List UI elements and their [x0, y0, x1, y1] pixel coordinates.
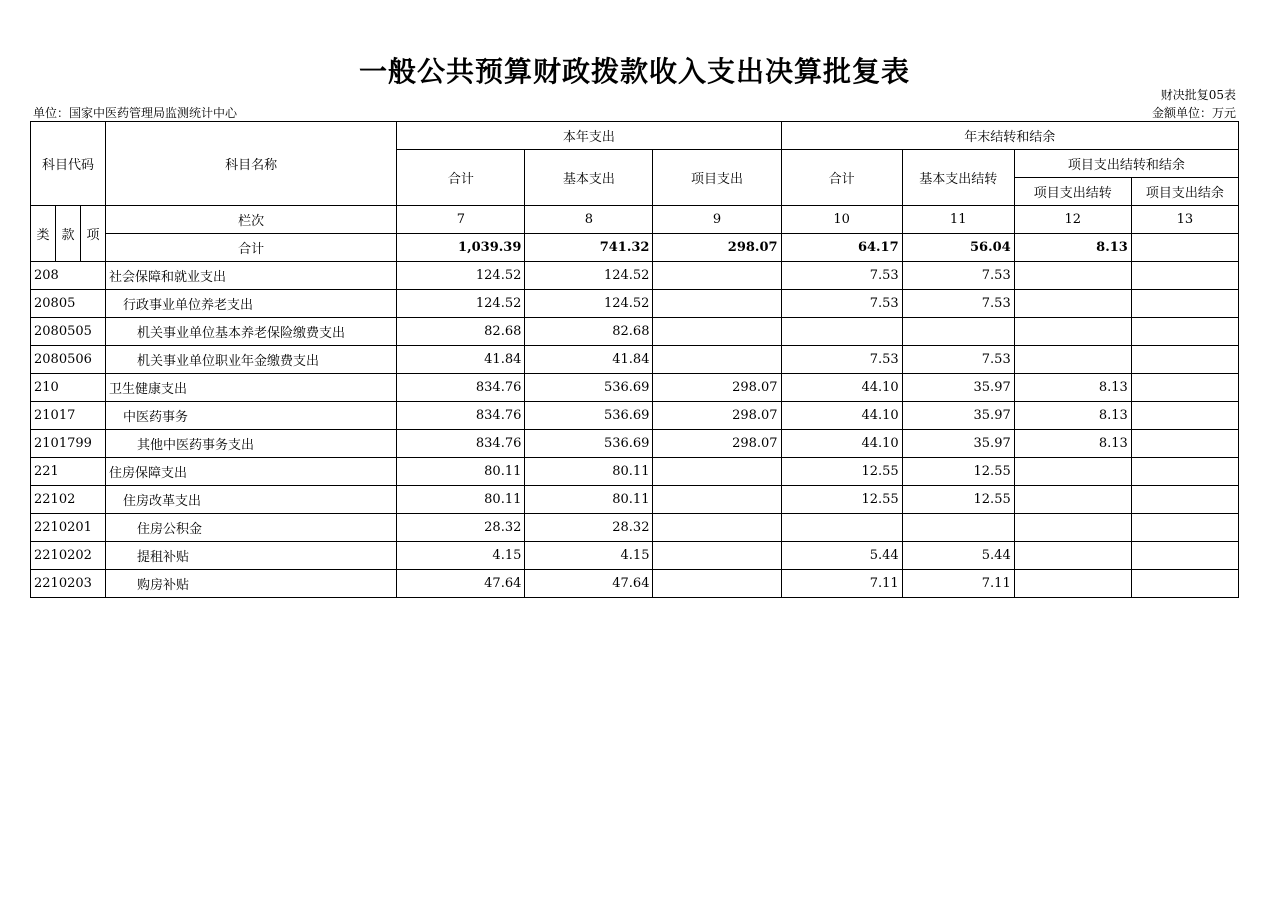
row-code: 208: [31, 262, 106, 290]
row-name: 社会保障和就业支出: [106, 262, 397, 290]
row-value: [653, 346, 781, 374]
header-subject-code: 科目代码: [31, 122, 106, 206]
header-project-carryover: 项目支出结转: [1014, 178, 1131, 206]
row-value: 5.44: [781, 542, 902, 570]
header-subject-name: 科目名称: [106, 122, 397, 206]
row-value: 82.68: [525, 318, 653, 346]
col-index-12: 12: [1014, 206, 1131, 234]
row-name: 住房改革支出: [106, 486, 397, 514]
row-value: 4.15: [397, 542, 525, 570]
row-value: [653, 262, 781, 290]
row-value: 47.64: [525, 570, 653, 598]
table-row: [31, 514, 1239, 542]
row-value: [1014, 514, 1131, 542]
row-code: 2210201: [31, 514, 106, 542]
table-row: [31, 542, 1239, 570]
row-code: 2080506: [31, 346, 106, 374]
row-value: [1131, 514, 1238, 542]
col-index-13: 13: [1131, 206, 1238, 234]
row-name: 住房公积金: [106, 514, 397, 542]
row-value: 12.55: [781, 458, 902, 486]
row-value: 298.07: [653, 402, 781, 430]
total-value: 56.04: [902, 234, 1014, 262]
row-value: 80.11: [397, 486, 525, 514]
row-value: [902, 514, 1014, 542]
row-name: 行政事业单位养老支出: [106, 290, 397, 318]
row-value: 4.15: [525, 542, 653, 570]
row-value: [653, 486, 781, 514]
row-value: 41.84: [397, 346, 525, 374]
row-value: [781, 318, 902, 346]
row-value: [1014, 486, 1131, 514]
row-value: 41.84: [525, 346, 653, 374]
row-value: 7.53: [902, 346, 1014, 374]
row-value: 834.76: [397, 430, 525, 458]
total-value: 1,039.39: [397, 234, 525, 262]
header-column-index: 栏次: [106, 206, 397, 234]
row-code: 2210203: [31, 570, 106, 598]
row-value: [1014, 318, 1131, 346]
header-basic-carryover: 基本支出结转: [902, 150, 1014, 206]
row-value: [1131, 570, 1238, 598]
header-project-carryover-balance: 项目支出结转和结余: [1014, 150, 1238, 178]
col-index-11: 11: [902, 206, 1014, 234]
row-value: [653, 570, 781, 598]
row-value: 47.64: [397, 570, 525, 598]
table-row: [31, 374, 1239, 402]
row-value: 28.32: [525, 514, 653, 542]
row-value: 834.76: [397, 402, 525, 430]
row-code: 21017: [31, 402, 106, 430]
row-value: 80.11: [525, 458, 653, 486]
row-value: [1131, 430, 1238, 458]
row-name: 机关事业单位职业年金缴费支出: [106, 346, 397, 374]
header-lei: 类: [31, 206, 56, 262]
row-value: 35.97: [902, 402, 1014, 430]
row-name: 住房保障支出: [106, 458, 397, 486]
row-code: 210: [31, 374, 106, 402]
table-row: [31, 458, 1239, 486]
total-value: [1131, 234, 1238, 262]
total-row-label: 合计: [106, 234, 397, 262]
header-total-2: 合计: [781, 150, 902, 206]
total-value: 741.32: [525, 234, 653, 262]
form-number: 财决批复05表: [1160, 88, 1236, 102]
row-value: [1014, 262, 1131, 290]
row-name: 机关事业单位基本养老保险缴费支出: [106, 318, 397, 346]
row-value: 124.52: [525, 290, 653, 318]
header-project-expense: 项目支出: [653, 150, 781, 206]
row-value: 7.53: [781, 290, 902, 318]
row-value: 8.13: [1014, 402, 1131, 430]
row-code: 221: [31, 458, 106, 486]
row-value: [1014, 458, 1131, 486]
row-value: [653, 290, 781, 318]
row-value: 7.53: [902, 290, 1014, 318]
row-value: 536.69: [525, 374, 653, 402]
table-row: [31, 570, 1239, 598]
table-row: [31, 402, 1239, 430]
row-name: 购房补贴: [106, 570, 397, 598]
row-value: 124.52: [525, 262, 653, 290]
col-index-10: 10: [781, 206, 902, 234]
header-xiang: 项: [81, 206, 106, 262]
row-value: 7.53: [781, 262, 902, 290]
row-value: 80.11: [397, 458, 525, 486]
header-year-end-balance: 年末结转和结余: [781, 122, 1238, 150]
row-name: 中医药事务: [106, 402, 397, 430]
table-row: [31, 318, 1239, 346]
row-value: 35.97: [902, 430, 1014, 458]
row-code: 22102: [31, 486, 106, 514]
row-value: 7.11: [781, 570, 902, 598]
header-total: 合计: [397, 150, 525, 206]
row-value: [1131, 486, 1238, 514]
row-value: [1014, 290, 1131, 318]
row-value: [1131, 318, 1238, 346]
row-value: 834.76: [397, 374, 525, 402]
row-name: 卫生健康支出: [106, 374, 397, 402]
row-value: 44.10: [781, 430, 902, 458]
row-code: 2101799: [31, 430, 106, 458]
header-current-year-expense: 本年支出: [397, 122, 781, 150]
page-title: 一般公共预算财政拨款收入支出决算批复表: [358, 55, 910, 88]
total-value: 64.17: [781, 234, 902, 262]
table-row: [31, 346, 1239, 374]
row-code: 2210202: [31, 542, 106, 570]
row-value: 298.07: [653, 374, 781, 402]
row-name: 提租补贴: [106, 542, 397, 570]
col-index-9: 9: [653, 206, 781, 234]
row-value: [1131, 374, 1238, 402]
row-value: [902, 318, 1014, 346]
row-value: [1131, 262, 1238, 290]
total-value: 298.07: [653, 234, 781, 262]
row-value: 35.97: [902, 374, 1014, 402]
col-index-8: 8: [525, 206, 653, 234]
header-kuan: 款: [56, 206, 81, 262]
row-value: 82.68: [397, 318, 525, 346]
table-row: [31, 430, 1239, 458]
row-value: 12.55: [902, 486, 1014, 514]
row-value: 536.69: [525, 402, 653, 430]
row-value: [781, 514, 902, 542]
row-value: 80.11: [525, 486, 653, 514]
row-value: 298.07: [653, 430, 781, 458]
total-row: [31, 234, 1239, 262]
row-value: [1131, 346, 1238, 374]
row-value: [1014, 542, 1131, 570]
row-value: [653, 318, 781, 346]
row-value: 7.53: [902, 262, 1014, 290]
report-table: [30, 121, 1239, 598]
row-value: 124.52: [397, 262, 525, 290]
row-value: [653, 514, 781, 542]
row-value: 7.53: [781, 346, 902, 374]
row-value: [1131, 290, 1238, 318]
row-value: [1014, 570, 1131, 598]
row-value: 8.13: [1014, 430, 1131, 458]
row-value: [1131, 458, 1238, 486]
row-value: 8.13: [1014, 374, 1131, 402]
header-basic-expense: 基本支出: [525, 150, 653, 206]
table-row: [31, 290, 1239, 318]
row-value: [653, 458, 781, 486]
row-value: [1131, 542, 1238, 570]
row-code: 20805: [31, 290, 106, 318]
col-index-7: 7: [397, 206, 525, 234]
row-value: 12.55: [781, 486, 902, 514]
row-name: 其他中医药事务支出: [106, 430, 397, 458]
unit-label: 单位：国家中医药管理局监测统计中心: [33, 106, 238, 120]
row-value: 536.69: [525, 430, 653, 458]
row-value: 5.44: [902, 542, 1014, 570]
row-code: 2080505: [31, 318, 106, 346]
row-value: 44.10: [781, 402, 902, 430]
total-value: 8.13: [1014, 234, 1131, 262]
row-value: [1014, 346, 1131, 374]
table-row: [31, 486, 1239, 514]
currency-unit: 金额单位：万元: [1151, 106, 1236, 120]
row-value: 44.10: [781, 374, 902, 402]
row-value: [1131, 402, 1238, 430]
row-value: 7.11: [902, 570, 1014, 598]
header-project-balance: 项目支出结余: [1131, 178, 1238, 206]
row-value: [653, 542, 781, 570]
row-value: 12.55: [902, 458, 1014, 486]
row-value: 28.32: [397, 514, 525, 542]
row-value: 124.52: [397, 290, 525, 318]
table-row: [31, 262, 1239, 290]
